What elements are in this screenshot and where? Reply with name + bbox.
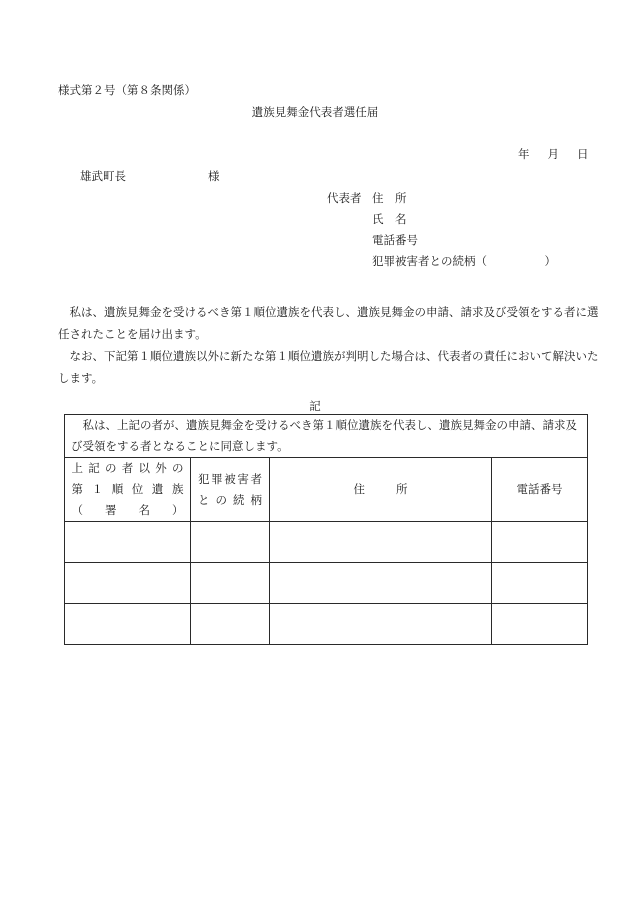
document-title: 遺族見舞金代表者選任届 [251,105,379,119]
column-header-relation [191,458,270,522]
ki-heading: 記 [309,399,321,413]
column-header-address [270,458,492,522]
representative-address-label: 住 所 [372,191,407,205]
column-header-line: （署名） [71,503,184,517]
date-day: 日 [577,147,589,161]
column-header-line: 住所 [353,482,408,496]
table-row [65,522,588,563]
column-header-line: 電話番号 [516,482,563,496]
representative-relation-label: 犯罪被害者との続柄（ ） [372,254,556,268]
signature-cell[interactable] [65,604,191,645]
date-year: 年 [518,147,530,161]
column-header-phone [492,458,588,522]
relation-cell[interactable] [191,604,270,645]
column-header-family-signature [65,458,191,522]
addressee [80,168,220,184]
address-cell[interactable] [270,604,492,645]
table-row [65,563,588,604]
signature-cell[interactable] [65,563,191,604]
consent-statement: 私は、上記の者が、遺族見舞金を受けるべき第１順位遺族を代表し、遺族見舞金の申請、請求及び受領をする者となることに同意します。 [65,415,588,458]
column-header-line: 第１順位遺族 [71,482,184,496]
column-header-line: 犯罪被害者 [198,471,262,486]
column-header-line: 上記の者以外の [71,461,184,475]
relation-cell[interactable] [191,563,270,604]
column-header-line: との続柄 [198,492,262,507]
relation-cell[interactable] [191,522,270,563]
representative-label: 代表者 [327,191,362,205]
table-row [65,604,588,645]
declaration-paragraph: 私は、遺族見舞金を受けるべき第１順位遺族を代表し、遺族見舞金の申請、請求及び受領をする者に選任されたことを届け出ます。 [58,304,599,341]
representative-name-label: 氏 名 [372,212,407,226]
phone-cell[interactable] [492,563,588,604]
addressee-honorific: 様 [208,169,220,183]
consent-table [64,414,588,645]
phone-cell[interactable] [492,522,588,563]
date-month: 月 [547,147,559,161]
address-cell[interactable] [270,563,492,604]
representative-phone-label: 電話番号 [372,233,418,247]
addressee-name: 雄武町長 [80,169,126,183]
responsibility-paragraph: なお、下記第１順位遺族以外に新たな第１順位遺族が判明した場合は、代表者の責任において解決いたします。 [58,348,599,385]
signature-cell[interactable] [65,522,191,563]
date-line [518,146,589,162]
form-number: 様式第２号（第８条関係） [58,83,196,97]
phone-cell[interactable] [492,604,588,645]
address-cell[interactable] [270,522,492,563]
